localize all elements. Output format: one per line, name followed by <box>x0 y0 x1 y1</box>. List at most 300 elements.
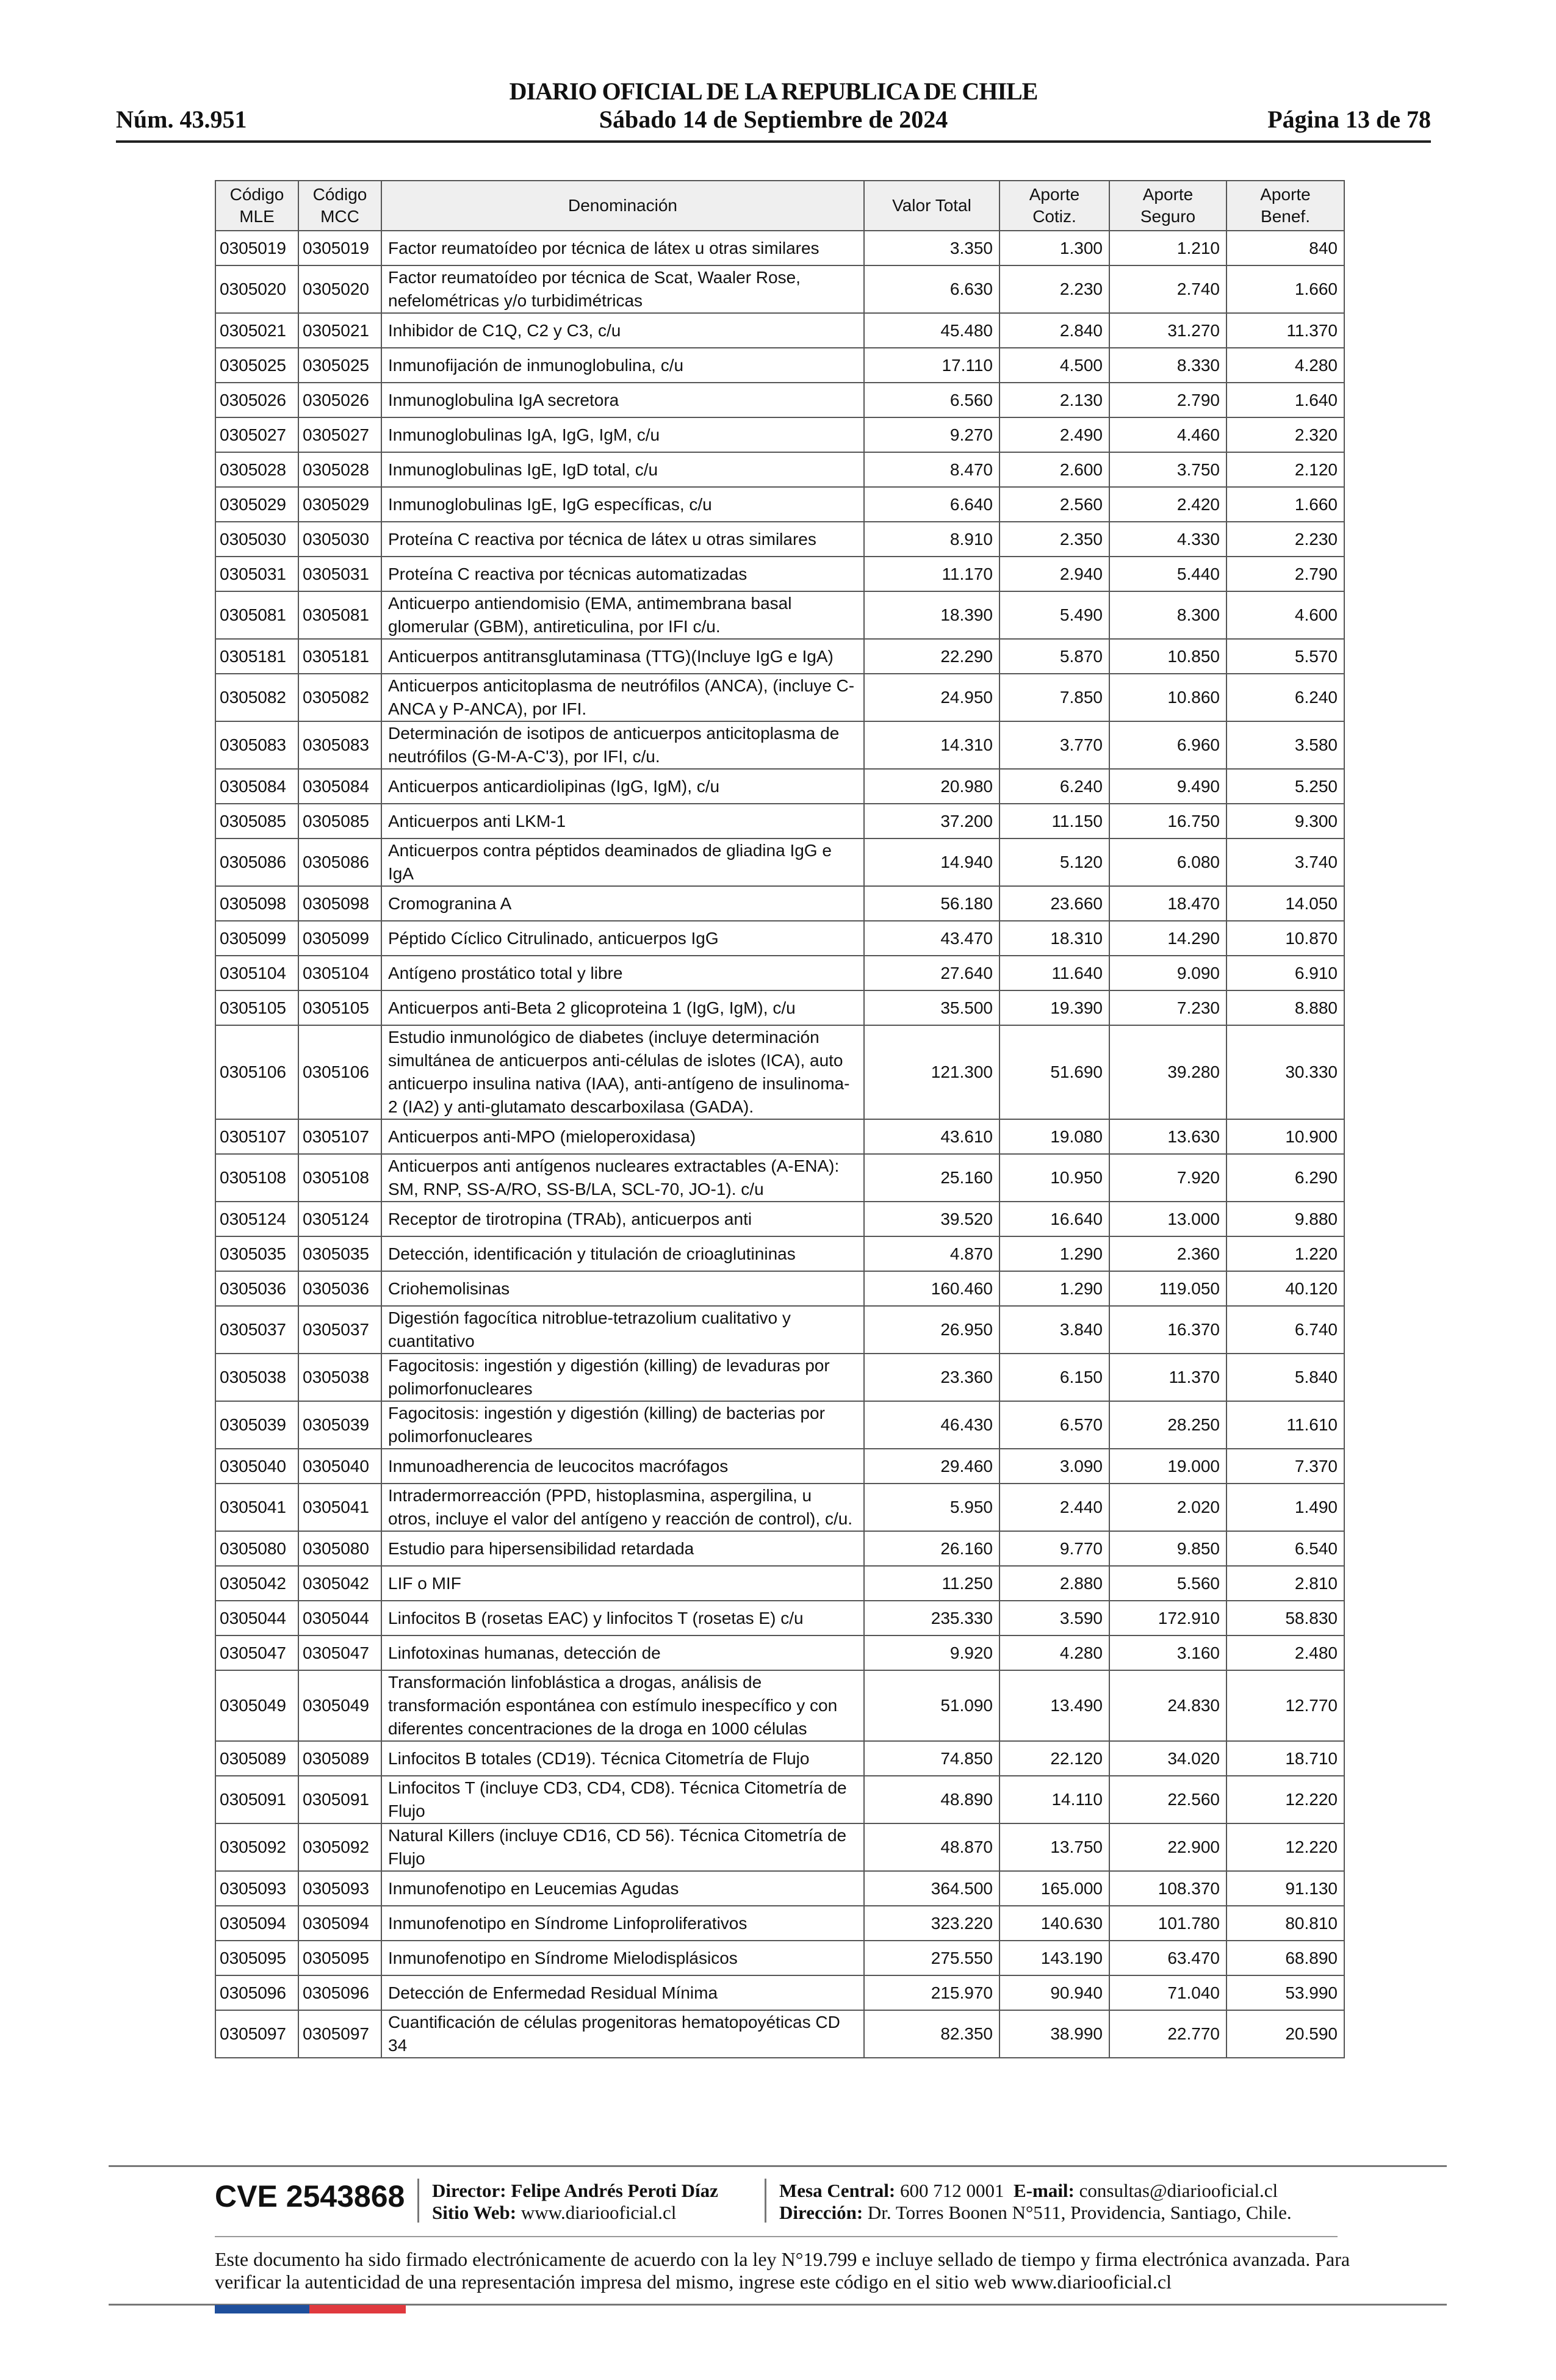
cell-aporte-cotiz: 2.840 <box>1000 313 1109 348</box>
cell-denominacion: Estudio para hipersensibilidad retardada <box>381 1531 864 1566</box>
footer-contact <box>779 2180 1278 2202</box>
cell-aporte-seguro: 1.210 <box>1109 231 1226 265</box>
cell-aporte-benef: 10.870 <box>1226 921 1344 956</box>
header-aporte-seguro: Aporte Seguro <box>1109 181 1226 231</box>
cell-codigo-mle: 0305092 <box>215 1823 298 1871</box>
cell-aporte-benef: 12.220 <box>1226 1823 1344 1871</box>
cell-denominacion: Inmunoglobulinas IgE, IgD total, c/u <box>381 452 864 487</box>
cell-denominacion: Detección de Enfermedad Residual Mínima <box>381 1975 864 2010</box>
email-label: E-mail: <box>1014 2180 1075 2201</box>
cell-aporte-seguro: 71.040 <box>1109 1975 1226 2010</box>
cell-codigo-mle: 0305027 <box>215 417 298 452</box>
cell-aporte-cotiz: 2.600 <box>1000 452 1109 487</box>
cell-codigo-mle: 0305038 <box>215 1354 298 1401</box>
cell-codigo-mcc: 0305084 <box>298 769 381 804</box>
cell-valor-total: 14.310 <box>864 721 1000 769</box>
cell-aporte-benef: 5.250 <box>1226 769 1344 804</box>
footer-director <box>432 2180 718 2202</box>
cell-valor-total: 48.870 <box>864 1823 1000 1871</box>
header-valor-total: Valor Total <box>864 181 1000 231</box>
table-row <box>215 1776 1344 1823</box>
cell-codigo-mle: 0305099 <box>215 921 298 956</box>
cell-aporte-seguro: 24.830 <box>1109 1670 1226 1741</box>
cell-aporte-benef: 9.300 <box>1226 804 1344 838</box>
cell-aporte-cotiz: 10.950 <box>1000 1154 1109 1202</box>
cell-denominacion: Inmunoglobulinas IgE, IgG específicas, c/u <box>381 487 864 522</box>
cell-codigo-mle: 0305104 <box>215 956 298 990</box>
cell-codigo-mle: 0305049 <box>215 1670 298 1741</box>
table-row <box>215 956 1344 990</box>
cell-valor-total: 8.910 <box>864 522 1000 557</box>
cell-aporte-benef: 11.610 <box>1226 1401 1344 1449</box>
cell-codigo-mle: 0305035 <box>215 1236 298 1271</box>
cell-valor-total: 121.300 <box>864 1025 1000 1119</box>
cell-aporte-seguro: 9.090 <box>1109 956 1226 990</box>
cell-aporte-seguro: 31.270 <box>1109 313 1226 348</box>
cell-aporte-benef: 53.990 <box>1226 1975 1344 2010</box>
cell-valor-total: 18.390 <box>864 591 1000 639</box>
cell-aporte-benef: 6.290 <box>1226 1154 1344 1202</box>
cell-valor-total: 24.950 <box>864 674 1000 721</box>
cell-codigo-mle: 0305026 <box>215 383 298 417</box>
cell-aporte-seguro: 39.280 <box>1109 1025 1226 1119</box>
cell-aporte-cotiz: 2.560 <box>1000 487 1109 522</box>
cell-codigo-mle: 0305093 <box>215 1871 298 1906</box>
table-row <box>215 1236 1344 1271</box>
cell-valor-total: 45.480 <box>864 313 1000 348</box>
mesa-phone: 600 712 0001 <box>900 2180 1004 2201</box>
cell-codigo-mcc: 0305106 <box>298 1025 381 1119</box>
cell-codigo-mcc: 0305099 <box>298 921 381 956</box>
cell-aporte-cotiz: 22.120 <box>1000 1741 1109 1776</box>
cell-aporte-seguro: 5.560 <box>1109 1566 1226 1601</box>
cell-codigo-mcc: 0305020 <box>298 265 381 313</box>
table-row <box>215 1741 1344 1776</box>
cell-aporte-cotiz: 5.870 <box>1000 639 1109 674</box>
director-label: Director: <box>432 2180 506 2201</box>
cell-aporte-seguro: 2.420 <box>1109 487 1226 522</box>
cell-codigo-mle: 0305042 <box>215 1566 298 1601</box>
cell-codigo-mle: 0305036 <box>215 1271 298 1306</box>
cell-codigo-mcc: 0305082 <box>298 674 381 721</box>
table-row <box>215 1271 1344 1306</box>
cell-denominacion: Inmunoglobulina IgA secretora <box>381 383 864 417</box>
cell-aporte-seguro: 28.250 <box>1109 1401 1226 1449</box>
cell-codigo-mcc: 0305085 <box>298 804 381 838</box>
cell-aporte-benef: 5.570 <box>1226 639 1344 674</box>
cell-aporte-benef: 6.540 <box>1226 1531 1344 1566</box>
website-link[interactable]: www.diariooficial.cl <box>520 2202 677 2223</box>
cell-codigo-mle: 0305082 <box>215 674 298 721</box>
cell-aporte-seguro: 6.080 <box>1109 838 1226 886</box>
cell-aporte-cotiz: 4.500 <box>1000 348 1109 383</box>
cell-aporte-benef: 2.230 <box>1226 522 1344 557</box>
cell-codigo-mle: 0305039 <box>215 1401 298 1449</box>
header-codigo-mle: Código MLE <box>215 181 298 231</box>
cell-aporte-seguro: 22.770 <box>1109 2010 1226 2058</box>
cell-codigo-mle: 0305041 <box>215 1484 298 1531</box>
cell-codigo-mle: 0305098 <box>215 886 298 921</box>
issue-date: Sábado 14 de Septiembre de 2024 <box>599 106 948 133</box>
cell-denominacion: Digestión fagocítica nitroblue-tetrazolium cualitativo y cuantitativo <box>381 1306 864 1354</box>
cell-valor-total: 26.160 <box>864 1531 1000 1566</box>
cell-aporte-seguro: 119.050 <box>1109 1271 1226 1306</box>
cell-aporte-cotiz: 9.770 <box>1000 1531 1109 1566</box>
cell-aporte-seguro: 108.370 <box>1109 1871 1226 1906</box>
table-row <box>215 452 1344 487</box>
table-row <box>215 1119 1344 1154</box>
cell-denominacion: Anticuerpos anti antígenos nucleares extractables (A-ENA): SM, RNP, SS-A/RO, SS-B/LA, SCL-70, JO-1). c/u <box>381 1154 864 1202</box>
cell-denominacion: Natural Killers (incluye CD16, CD 56). Técnica Citometría de Flujo <box>381 1823 864 1871</box>
cell-aporte-benef: 91.130 <box>1226 1871 1344 1906</box>
cell-aporte-seguro: 16.370 <box>1109 1306 1226 1354</box>
cell-aporte-seguro: 13.000 <box>1109 1202 1226 1236</box>
cell-codigo-mle: 0305040 <box>215 1449 298 1484</box>
header-codigo-mcc: Código MCC <box>298 181 381 231</box>
footer-divider-2 <box>765 2179 766 2223</box>
cell-denominacion: Inmunoadherencia de leucocitos macrófagos <box>381 1449 864 1484</box>
cell-codigo-mcc: 0305037 <box>298 1306 381 1354</box>
cell-valor-total: 3.350 <box>864 231 1000 265</box>
cell-codigo-mcc: 0305025 <box>298 348 381 383</box>
cell-denominacion: Estudio inmunológico de diabetes (incluye determinación simultánea de anticuerpos anti-células de islotes (ICA), auto anticuerpo insulina nativa (IAA), anti-antígeno de insulinoma-2 (IA2) y anti-glutamato descarboxilasa (GADA). <box>381 1025 864 1119</box>
header-aporte-benef: Aporte Benef. <box>1226 181 1344 231</box>
cell-aporte-cotiz: 1.290 <box>1000 1271 1109 1306</box>
table-row <box>215 1484 1344 1531</box>
cell-valor-total: 20.980 <box>864 769 1000 804</box>
cell-codigo-mle: 0305094 <box>215 1906 298 1941</box>
cell-aporte-benef: 2.120 <box>1226 452 1344 487</box>
table-row <box>215 522 1344 557</box>
cell-valor-total: 35.500 <box>864 990 1000 1025</box>
table-row <box>215 1306 1344 1354</box>
cell-codigo-mcc: 0305036 <box>298 1271 381 1306</box>
cell-aporte-benef: 11.370 <box>1226 313 1344 348</box>
cell-codigo-mcc: 0305098 <box>298 886 381 921</box>
cell-valor-total: 74.850 <box>864 1741 1000 1776</box>
table-row <box>215 838 1344 886</box>
cell-codigo-mcc: 0305047 <box>298 1635 381 1670</box>
mesa-label: Mesa Central: <box>779 2180 896 2201</box>
cell-aporte-benef: 40.120 <box>1226 1271 1344 1306</box>
table-row <box>215 674 1344 721</box>
cell-codigo-mle: 0305081 <box>215 591 298 639</box>
cell-codigo-mcc: 0305094 <box>298 1906 381 1941</box>
cell-aporte-benef: 840 <box>1226 231 1344 265</box>
cell-aporte-benef: 1.640 <box>1226 383 1344 417</box>
cell-codigo-mcc: 0305021 <box>298 313 381 348</box>
cell-valor-total: 11.250 <box>864 1566 1000 1601</box>
cell-aporte-benef: 7.370 <box>1226 1449 1344 1484</box>
email-address[interactable]: consultas@diariooficial.cl <box>1079 2180 1278 2201</box>
table-row <box>215 1975 1344 2010</box>
tariff-table <box>215 180 1345 2058</box>
cell-denominacion: Inmunofijación de inmunoglobulina, c/u <box>381 348 864 383</box>
cell-denominacion: Cromogranina A <box>381 886 864 921</box>
cell-aporte-benef: 6.740 <box>1226 1306 1344 1354</box>
cell-codigo-mcc: 0305108 <box>298 1154 381 1202</box>
cell-denominacion: Detección, identificación y titulación de crioaglutininas <box>381 1236 864 1271</box>
cell-codigo-mle: 0305105 <box>215 990 298 1025</box>
cell-aporte-benef: 3.580 <box>1226 721 1344 769</box>
cell-aporte-cotiz: 7.850 <box>1000 674 1109 721</box>
cell-valor-total: 43.470 <box>864 921 1000 956</box>
cell-codigo-mle: 0305181 <box>215 639 298 674</box>
cell-denominacion: Linfocitos B totales (CD19). Técnica Citometría de Flujo <box>381 1741 864 1776</box>
cell-codigo-mcc: 0305124 <box>298 1202 381 1236</box>
cell-aporte-seguro: 16.750 <box>1109 804 1226 838</box>
address-text: Dr. Torres Boonen N°511, Providencia, Santiago, Chile. <box>867 2202 1292 2223</box>
cell-denominacion: Linfocitos T (incluye CD3, CD4, CD8). Técnica Citometría de Flujo <box>381 1776 864 1823</box>
cell-valor-total: 56.180 <box>864 886 1000 921</box>
cell-aporte-benef: 1.490 <box>1226 1484 1344 1531</box>
cell-aporte-seguro: 63.470 <box>1109 1941 1226 1975</box>
signature-disclaimer: Este documento ha sido firmado electrónicamente de acuerdo con la ley N°19.799 e incluye sellado de tiempo y firma electrónica avanzada. Para verificar la autenticidad de una representación impresa del mismo, ingrese este código en el sitio web www.diariooficial.cl <box>215 2248 1350 2293</box>
director-name: Felipe Andrés Peroti Díaz <box>511 2180 718 2201</box>
website-label: Sitio Web: <box>432 2202 517 2223</box>
table-row <box>215 639 1344 674</box>
cell-aporte-cotiz: 11.150 <box>1000 804 1109 838</box>
cell-denominacion: Criohemolisinas <box>381 1271 864 1306</box>
table-row <box>215 1025 1344 1119</box>
cell-aporte-seguro: 22.900 <box>1109 1823 1226 1871</box>
cell-codigo-mcc: 0305081 <box>298 591 381 639</box>
table-row <box>215 1906 1344 1941</box>
cell-denominacion: Intradermorreacción (PPD, histoplasmina, aspergilina, u otros, incluye el valor del antígeno y reacción de control), c/u. <box>381 1484 864 1531</box>
cell-denominacion: Transformación linfoblástica a drogas, análisis de transformación espontánea con estímulo inespecífico y con diferentes concentraciones de la droga en 1000 células <box>381 1670 864 1741</box>
page-number: Página 13 de 78 <box>1267 106 1431 133</box>
cell-aporte-cotiz: 13.490 <box>1000 1670 1109 1741</box>
table-row <box>215 804 1344 838</box>
cell-aporte-benef: 12.770 <box>1226 1670 1344 1741</box>
cell-aporte-benef: 2.810 <box>1226 1566 1344 1601</box>
cell-aporte-cotiz: 11.640 <box>1000 956 1109 990</box>
cell-codigo-mle: 0305031 <box>215 557 298 591</box>
cell-denominacion: Linfotoxinas humanas, detección de <box>381 1635 864 1670</box>
cell-aporte-cotiz: 38.990 <box>1000 2010 1109 2058</box>
table-row <box>215 591 1344 639</box>
cell-codigo-mcc: 0305044 <box>298 1601 381 1635</box>
cell-aporte-cotiz: 3.090 <box>1000 1449 1109 1484</box>
cell-denominacion: Linfocitos B (rosetas EAC) y linfocitos T (rosetas E) c/u <box>381 1601 864 1635</box>
cell-codigo-mcc: 0305080 <box>298 1531 381 1566</box>
cell-aporte-seguro: 3.750 <box>1109 452 1226 487</box>
cell-codigo-mle: 0305107 <box>215 1119 298 1154</box>
cell-codigo-mcc: 0305091 <box>298 1776 381 1823</box>
cell-codigo-mle: 0305089 <box>215 1741 298 1776</box>
cell-valor-total: 4.870 <box>864 1236 1000 1271</box>
cell-denominacion: Anticuerpos anticardiolipinas (IgG, IgM), c/u <box>381 769 864 804</box>
cell-aporte-cotiz: 19.080 <box>1000 1119 1109 1154</box>
cell-aporte-cotiz: 51.690 <box>1000 1025 1109 1119</box>
cell-aporte-cotiz: 2.440 <box>1000 1484 1109 1531</box>
cell-denominacion: Factor reumatoídeo por técnica de Scat, Waaler Rose, nefelométricas y/o turbidimétricas <box>381 265 864 313</box>
cell-aporte-seguro: 2.740 <box>1109 265 1226 313</box>
cell-denominacion: Inmunofenotipo en Síndrome Linfoproliferativos <box>381 1906 864 1941</box>
cell-denominacion: Anticuerpos anti LKM-1 <box>381 804 864 838</box>
cell-codigo-mcc: 0305029 <box>298 487 381 522</box>
table-row <box>215 1566 1344 1601</box>
cell-aporte-benef: 6.240 <box>1226 674 1344 721</box>
cell-aporte-benef: 10.900 <box>1226 1119 1344 1154</box>
cell-codigo-mcc: 0305035 <box>298 1236 381 1271</box>
cell-aporte-cotiz: 14.110 <box>1000 1776 1109 1823</box>
cell-aporte-benef: 1.660 <box>1226 265 1344 313</box>
cell-aporte-benef: 12.220 <box>1226 1776 1344 1823</box>
cell-codigo-mcc: 0305083 <box>298 721 381 769</box>
cell-codigo-mcc: 0305096 <box>298 1975 381 2010</box>
table-row <box>215 721 1344 769</box>
table-header-row <box>215 181 1344 231</box>
cell-denominacion: Antígeno prostático total y libre <box>381 956 864 990</box>
cell-denominacion: Anticuerpos antitransglutaminasa (TTG)(Incluye IgG e IgA) <box>381 639 864 674</box>
cell-denominacion: Cuantificación de células progenitoras hematopoyéticas CD 34 <box>381 2010 864 2058</box>
cell-valor-total: 6.560 <box>864 383 1000 417</box>
footer-divider <box>417 2179 419 2223</box>
flag-stripe-blue <box>215 2305 309 2313</box>
table-row <box>215 1354 1344 1401</box>
cell-valor-total: 22.290 <box>864 639 1000 674</box>
cell-codigo-mle: 0305029 <box>215 487 298 522</box>
cell-aporte-cotiz: 3.840 <box>1000 1306 1109 1354</box>
cell-aporte-seguro: 8.330 <box>1109 348 1226 383</box>
cell-codigo-mcc: 0305026 <box>298 383 381 417</box>
cell-aporte-seguro: 4.460 <box>1109 417 1226 452</box>
cell-aporte-seguro: 5.440 <box>1109 557 1226 591</box>
cell-codigo-mcc: 0305097 <box>298 2010 381 2058</box>
cell-aporte-cotiz: 2.490 <box>1000 417 1109 452</box>
cell-codigo-mle: 0305047 <box>215 1635 298 1670</box>
cell-denominacion: Anticuerpos anticitoplasma de neutrófilos (ANCA), (incluye C-ANCA y P-ANCA), por IFI. <box>381 674 864 721</box>
cell-denominacion: Anticuerpos contra péptidos deaminados de gliadina IgG e IgA <box>381 838 864 886</box>
cell-aporte-cotiz: 16.640 <box>1000 1202 1109 1236</box>
cell-codigo-mle: 0305086 <box>215 838 298 886</box>
table-row <box>215 1635 1344 1670</box>
table-row <box>215 1531 1344 1566</box>
cell-denominacion: Péptido Cíclico Citrulinado, anticuerpos IgG <box>381 921 864 956</box>
cell-aporte-benef: 80.810 <box>1226 1906 1344 1941</box>
cell-codigo-mle: 0305025 <box>215 348 298 383</box>
table-row <box>215 1401 1344 1449</box>
cell-aporte-benef: 2.320 <box>1226 417 1344 452</box>
cell-codigo-mle: 0305019 <box>215 231 298 265</box>
cell-valor-total: 26.950 <box>864 1306 1000 1354</box>
table-row <box>215 1601 1344 1635</box>
cell-aporte-seguro: 4.330 <box>1109 522 1226 557</box>
cell-aporte-seguro: 6.960 <box>1109 721 1226 769</box>
cell-valor-total: 17.110 <box>864 348 1000 383</box>
cell-valor-total: 275.550 <box>864 1941 1000 1975</box>
cell-valor-total: 48.890 <box>864 1776 1000 1823</box>
cell-aporte-cotiz: 4.280 <box>1000 1635 1109 1670</box>
cell-aporte-seguro: 14.290 <box>1109 921 1226 956</box>
cell-codigo-mcc: 0305031 <box>298 557 381 591</box>
cell-aporte-cotiz: 3.590 <box>1000 1601 1109 1635</box>
cell-denominacion: Proteína C reactiva por técnicas automatizadas <box>381 557 864 591</box>
header-denominacion: Denominación <box>381 181 864 231</box>
cell-denominacion: Inmunoglobulinas IgA, IgG, IgM, c/u <box>381 417 864 452</box>
table-row <box>215 1154 1344 1202</box>
cell-codigo-mle: 0305091 <box>215 1776 298 1823</box>
table-row <box>215 886 1344 921</box>
cell-aporte-seguro: 34.020 <box>1109 1741 1226 1776</box>
flag-stripe-red <box>309 2305 406 2313</box>
cve-code: CVE 2543868 <box>215 2179 405 2213</box>
cell-aporte-benef: 30.330 <box>1226 1025 1344 1119</box>
cell-aporte-cotiz: 2.230 <box>1000 265 1109 313</box>
cell-aporte-seguro: 2.360 <box>1109 1236 1226 1271</box>
cell-aporte-benef: 3.740 <box>1226 838 1344 886</box>
cell-denominacion: Receptor de tirotropina (TRAb), anticuerpos anti <box>381 1202 864 1236</box>
cell-codigo-mcc: 0305095 <box>298 1941 381 1975</box>
cell-aporte-cotiz: 1.300 <box>1000 231 1109 265</box>
cell-aporte-benef: 1.660 <box>1226 487 1344 522</box>
cell-aporte-cotiz: 1.290 <box>1000 1236 1109 1271</box>
cell-denominacion: Inmunofenotipo en Síndrome Mielodisplásicos <box>381 1941 864 1975</box>
cell-aporte-cotiz: 143.190 <box>1000 1941 1109 1975</box>
cell-valor-total: 323.220 <box>864 1906 1000 1941</box>
cell-aporte-cotiz: 6.570 <box>1000 1401 1109 1449</box>
cell-aporte-benef: 2.480 <box>1226 1635 1344 1670</box>
cell-valor-total: 215.970 <box>864 1975 1000 2010</box>
table-row <box>215 1871 1344 1906</box>
cell-aporte-benef: 9.880 <box>1226 1202 1344 1236</box>
cell-codigo-mle: 0305030 <box>215 522 298 557</box>
table-row <box>215 487 1344 522</box>
cell-codigo-mcc: 0305107 <box>298 1119 381 1154</box>
table-row <box>215 1202 1344 1236</box>
issue-number: Núm. 43.951 <box>116 106 247 133</box>
cell-aporte-seguro: 7.230 <box>1109 990 1226 1025</box>
cell-codigo-mle: 0305080 <box>215 1531 298 1566</box>
cell-valor-total: 5.950 <box>864 1484 1000 1531</box>
cell-valor-total: 82.350 <box>864 2010 1000 2058</box>
cell-codigo-mle: 0305084 <box>215 769 298 804</box>
cell-codigo-mcc: 0305019 <box>298 231 381 265</box>
cell-valor-total: 11.170 <box>864 557 1000 591</box>
cell-codigo-mle: 0305044 <box>215 1601 298 1635</box>
cell-valor-total: 25.160 <box>864 1154 1000 1202</box>
cell-aporte-cotiz: 23.660 <box>1000 886 1109 921</box>
cell-aporte-cotiz: 6.240 <box>1000 769 1109 804</box>
cell-aporte-seguro: 19.000 <box>1109 1449 1226 1484</box>
cell-codigo-mle: 0305021 <box>215 313 298 348</box>
cell-aporte-seguro: 11.370 <box>1109 1354 1226 1401</box>
cell-codigo-mcc: 0305038 <box>298 1354 381 1401</box>
table-row <box>215 2010 1344 2058</box>
cell-codigo-mcc: 0305086 <box>298 838 381 886</box>
cell-valor-total: 9.270 <box>864 417 1000 452</box>
cell-codigo-mle: 0305124 <box>215 1202 298 1236</box>
cell-denominacion: Anticuerpo antiendomisio (EMA, antimembrana basal glomerular (GBM), antireticulina, por IFI c/u. <box>381 591 864 639</box>
table-row <box>215 231 1344 265</box>
cell-aporte-benef: 58.830 <box>1226 1601 1344 1635</box>
cell-aporte-cotiz: 90.940 <box>1000 1975 1109 2010</box>
cell-aporte-cotiz: 13.750 <box>1000 1823 1109 1871</box>
cell-codigo-mcc: 0305039 <box>298 1401 381 1449</box>
cell-codigo-mle: 0305037 <box>215 1306 298 1354</box>
cell-denominacion: LIF o MIF <box>381 1566 864 1601</box>
cell-denominacion: Proteína C reactiva por técnica de látex u otras similares <box>381 522 864 557</box>
cell-aporte-benef: 6.910 <box>1226 956 1344 990</box>
cell-denominacion: Fagocitosis: ingestión y digestión (killing) de levaduras por polimorfonucleares <box>381 1354 864 1401</box>
cell-aporte-cotiz: 140.630 <box>1000 1906 1109 1941</box>
cell-valor-total: 51.090 <box>864 1670 1000 1741</box>
cell-codigo-mle: 0305020 <box>215 265 298 313</box>
cell-aporte-seguro: 2.020 <box>1109 1484 1226 1531</box>
footer-top-rule <box>109 2165 1447 2167</box>
cell-denominacion: Anticuerpos anti-Beta 2 glicoproteina 1 (IgG, IgM), c/u <box>381 990 864 1025</box>
